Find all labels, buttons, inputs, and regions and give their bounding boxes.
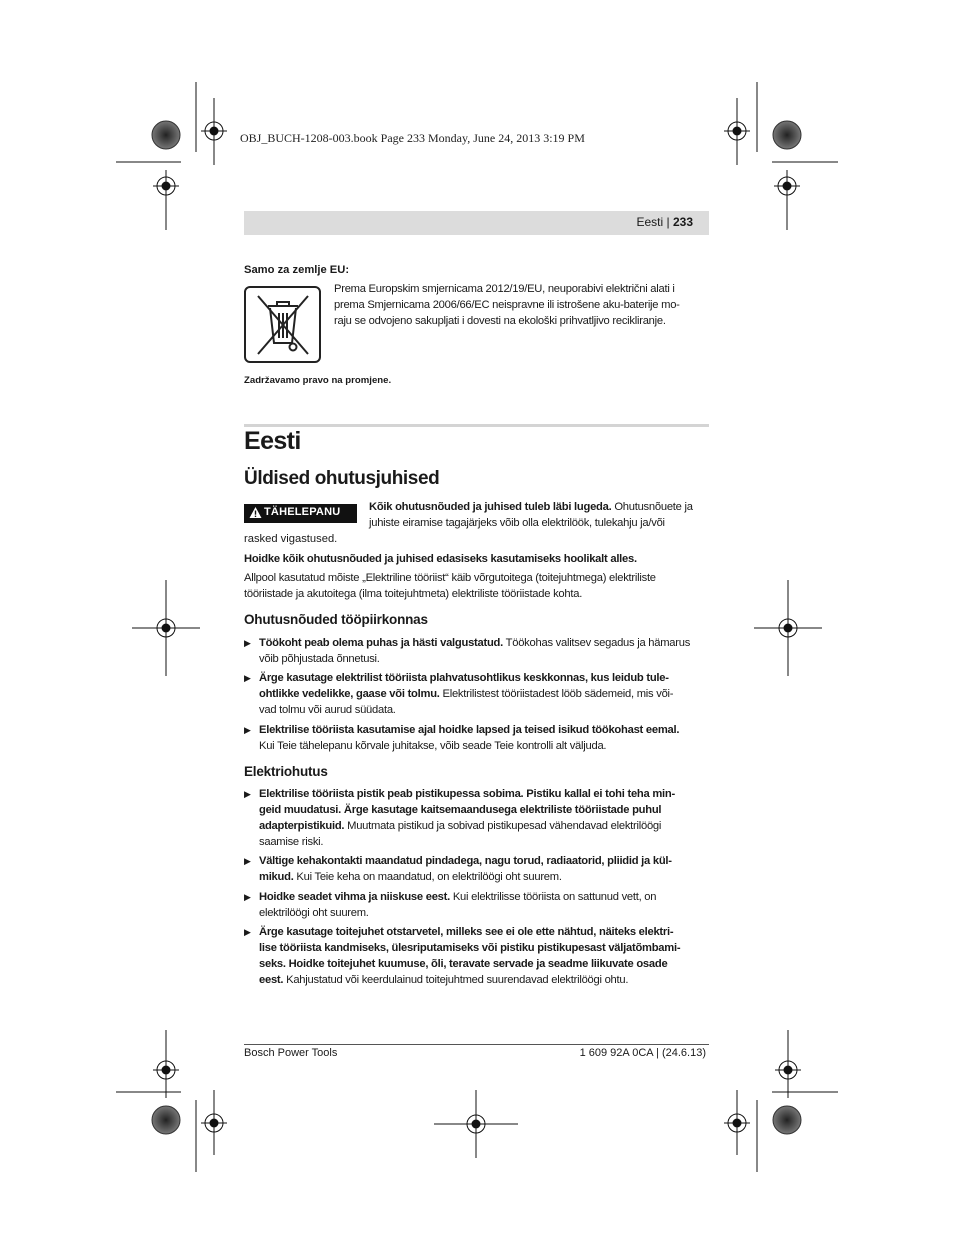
warning-badge-label: TÄHELEPANU xyxy=(264,506,341,518)
triangle-bullet-icon: ▶ xyxy=(244,789,251,799)
section-rule xyxy=(244,424,709,427)
section-title: Eesti xyxy=(244,427,301,455)
triangle-bullet-icon: ▶ xyxy=(244,856,251,866)
bullet-text: Kui Teie tähelepanu kõrvale juhitakse, võib seade Teie kontrolli alt väljuda. xyxy=(259,740,607,752)
eu-text-line: raju se odvojeno sakupljati i dovesti na ekološki prihvatljivo recikliranje. xyxy=(334,315,666,327)
triangle-bullet-icon: ▶ xyxy=(244,725,251,735)
bullet-bold: Hoidke seadet vihma ja niiskuse eest. xyxy=(259,891,450,903)
list-item xyxy=(244,853,714,885)
bullet-bold: ohtlikke vedelikke, gaase või tolmu. xyxy=(259,688,440,700)
bullet-text: Kui Teie keha on maandatud, on elektrilöögi oht suurem. xyxy=(293,871,562,883)
eu-disposal-text xyxy=(334,281,714,329)
work-area-heading: Ohutusnõuded tööpiirkonnas xyxy=(244,612,428,627)
running-head xyxy=(636,215,693,229)
footer-doc-number: 1 609 92A 0CA | (24.6.13) xyxy=(579,1047,706,1059)
eu-text-line: Prema Europskim smjernicama 2012/19/EU, neuporabivi električni alati i xyxy=(334,283,675,295)
bullet-text: Muutmata pistikud ja sobivad pistikupesad vähendavad elektrilöögi xyxy=(344,820,662,832)
subsection-title: Üldised ohutusjuhised xyxy=(244,468,440,489)
bullet-text: Elektrilistest tööriistadest lööb sädemeid, mis või- xyxy=(439,688,674,700)
bullet-bold: lise tööriista kandmiseks, ülesriputamiseks või pistiku pistikupesast väljatõmbami- xyxy=(259,942,681,954)
bullet-text: saamise riski. xyxy=(259,836,324,848)
bullet-bold: adapterpistikuid. xyxy=(259,820,345,832)
crossed-out-wheelie-bin-icon xyxy=(244,286,321,363)
page-number: 233 xyxy=(672,215,693,229)
footer-rule xyxy=(244,1044,709,1045)
triangle-bullet-icon: ▶ xyxy=(244,638,251,648)
footer-brand: Bosch Power Tools xyxy=(244,1047,338,1059)
triangle-bullet-icon: ▶ xyxy=(244,892,251,902)
keep-instructions: Hoidke kõik ohutusnõuded ja juhised edasiseks kasutamiseks hoolikalt alles. xyxy=(244,553,637,565)
bullet-text: Töökohas valitsev segadus ja hämarus xyxy=(503,637,691,649)
list-item xyxy=(244,670,714,718)
warning-line: rasked vigastused. xyxy=(244,533,338,545)
reserve-note: Zadržavamo pravo na promjene. xyxy=(244,375,392,386)
bullet-bold: seks. Hoidke toitejuhet kuumuse, õli, teravate servade ja seadme liikuvate osade xyxy=(259,958,668,970)
triangle-bullet-icon: ▶ xyxy=(244,673,251,683)
bullet-bold: Ärge kasutage toitejuhet otstarvetel, milleks see ei ole ette nähtud, näiteks elektri- xyxy=(259,926,674,938)
header-separator: | xyxy=(663,215,673,229)
list-item xyxy=(244,786,714,850)
bullet-text: vad tolmu või aurud süüdata. xyxy=(259,704,396,716)
definition-line: tööriistade ja akutoitega (ilma toitejuhtmeta) elektriliste tööriistade kohta. xyxy=(244,588,583,600)
warning-text xyxy=(369,499,714,531)
warning-line: juhiste eiramise tagajärjeks võib olla elektrilöök, tulekahju ja/või xyxy=(369,517,665,529)
bullet-text: elektrilöögi oht suurem. xyxy=(259,907,369,919)
list-item xyxy=(244,924,714,988)
bullet-bold: Vältige kehakontakti maandatud pindadega, nagu torud, radiaatorid, pliidid ja kül- xyxy=(259,855,672,867)
bullet-bold: Elektrilise tööriista kasutamise ajal hoidke lapsed ja teised isikud töökohast eemal. xyxy=(259,724,680,736)
eu-text-line: prema Smjernicama 2006/66/EC neispravne ili istrošene aku-baterije mo- xyxy=(334,299,680,311)
warning-badge xyxy=(244,504,357,523)
bullet-text: Kui elektrilisse tööriista on sattunud vett, on xyxy=(449,891,657,903)
eu-heading: Samo za zemlje EU: xyxy=(244,264,350,276)
list-item xyxy=(244,635,714,667)
bullet-text: Kahjustatud või keerdulainud toitejuhtmed suurendavad elektrilöögi ohtu. xyxy=(283,974,629,986)
list-item xyxy=(244,722,714,754)
definition-paragraph xyxy=(244,570,714,602)
page-header xyxy=(244,211,709,235)
bullet-bold: Töökoht peab olema puhas ja hästi valgustatud. xyxy=(259,637,503,649)
bullet-bold: geid muudatusi. Ärge kasutage kaitsemaandusega elektriliste tööriistade puhul xyxy=(259,804,662,816)
bullet-bold: Ärge kasutage elektrilist tööriista plahvatusohtlikus keskkonnas, kus leidub tule- xyxy=(259,672,669,684)
file-info: OBJ_BUCH-1208-003.book Page 233 Monday, June 24, 2013 3:19 PM xyxy=(240,131,585,145)
warning-rest: Ohutusnõuete ja xyxy=(611,501,693,513)
warning-bold: Kõik ohutusnõuded ja juhised tuleb läbi lugeda. xyxy=(369,501,612,513)
bullet-text: võib põhjustada õnnetusi. xyxy=(259,653,380,665)
electrical-heading: Elektriohutus xyxy=(244,764,328,779)
bullet-bold: Elektrilise tööriista pistik peab pistikupessa sobima. Pistiku kallal ei tohi teha min- xyxy=(259,788,675,800)
bullet-bold: mikud. xyxy=(259,871,294,883)
bullet-bold: eest. xyxy=(259,974,284,986)
triangle-bullet-icon: ▶ xyxy=(244,927,251,937)
list-item xyxy=(244,889,714,921)
warning-triangle-icon xyxy=(249,506,262,519)
header-language: Eesti xyxy=(636,215,664,229)
definition-line: Allpool kasutatud mõiste „Elektriline tööriist“ käib võrgutoitega (toitejuhtmega) elektriliste xyxy=(244,572,656,584)
